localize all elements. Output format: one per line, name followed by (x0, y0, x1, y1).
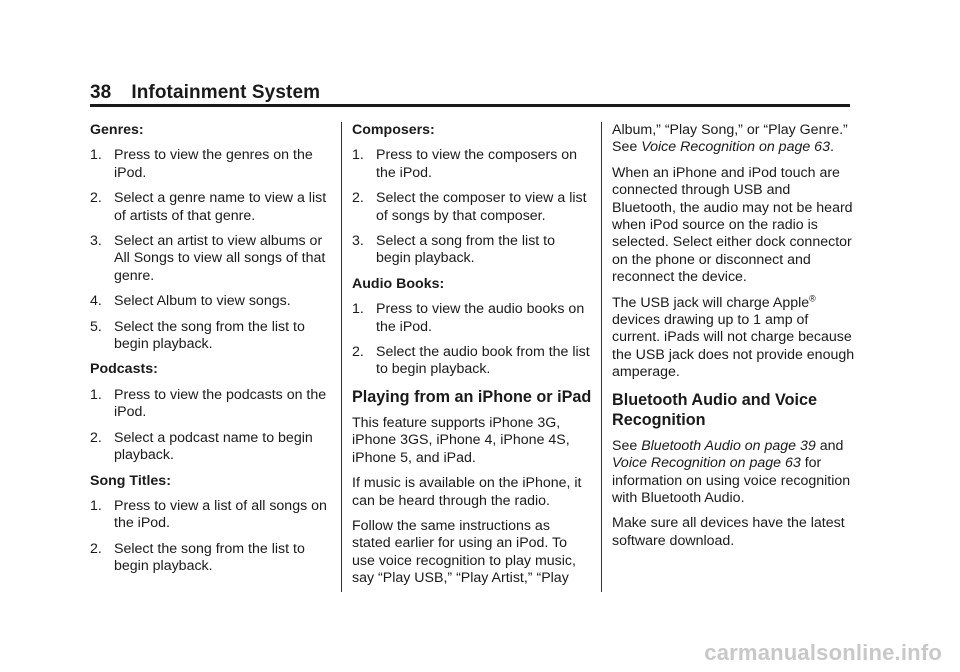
podcasts-heading: Podcasts: (90, 361, 158, 378)
list-item (90, 147, 330, 182)
song-titles-list (90, 498, 330, 576)
list-text: Press to view the composers on the iPod. (376, 147, 578, 181)
paragraph: Make sure all devices have the latest software download. (612, 515, 845, 549)
podcasts-list (90, 387, 330, 465)
list-item (90, 293, 330, 310)
page-number: 38 (90, 82, 112, 103)
header-text (90, 82, 850, 104)
list-text: Select a song from the list to begin playback. (376, 233, 556, 267)
paragraph: When an iPhone and iPod touch are connected through USB and Bluetooth, the audio may not be heard when iPod source on the radio is selected. Select either dock connector on the phone or disconnect and reconnect the device. (612, 164, 853, 286)
list-number: 1. (90, 147, 102, 164)
paragraph (612, 292, 857, 382)
column-divider-1 (341, 122, 342, 592)
list-text: Select the audio book from the list to begin playback. (376, 344, 590, 378)
list-text: Select a podcast name to begin playback. (114, 429, 313, 464)
list-item (352, 301, 592, 336)
list-item (352, 190, 592, 225)
text-span: . (829, 139, 834, 156)
composers-list (352, 147, 592, 267)
paragraph: Follow the same instructions as stated earlier for using an iPod. To use voice recognition to play music, say “Play USB,” “Play Artist,” “Play (352, 517, 576, 587)
list-number: 2. (352, 344, 364, 361)
list-number: 2. (352, 190, 364, 207)
list-item (90, 190, 330, 225)
text-span: for information on using voice recognition with Bluetooth Audio. (612, 455, 851, 506)
composers-heading: Composers: (352, 122, 435, 138)
list-text: Press to view a list of all songs on the iPod. (114, 497, 327, 532)
list-item (352, 147, 592, 182)
genres-list (90, 147, 330, 353)
list-text: Select a genre name to view a list of artists of that genre. (114, 190, 327, 224)
paragraph: If music is available on the iPhone, it can be heard through the radio. (352, 475, 582, 509)
paragraph (612, 438, 857, 508)
watermark: carmanualsonline.info (704, 640, 942, 665)
text-span: See (612, 437, 642, 454)
list-number: 5. (90, 318, 102, 335)
list-text: Select Album to view songs. (114, 293, 291, 310)
column-3 (612, 122, 857, 558)
list-text: Select an artist to view albums or All Songs to view all songs of that genre. (114, 233, 326, 284)
list-item (90, 233, 330, 285)
header-rule (90, 104, 850, 107)
list-text: Select the song from the list to begin playback. (114, 318, 305, 353)
list-text: Select the song from the list to begin playback. (114, 540, 305, 575)
list-number: 3. (352, 233, 364, 250)
list-number: 1. (90, 497, 102, 514)
song-titles-heading: Song Titles: (90, 472, 171, 489)
list-number: 2. (90, 429, 102, 446)
column-divider-2 (601, 122, 602, 592)
section-title-iphone: Playing from an iPhone or iPad (352, 387, 592, 406)
list-item (352, 344, 592, 379)
list-item (90, 319, 330, 354)
list-number: 2. (90, 190, 102, 207)
list-item (90, 541, 330, 576)
paragraph: This feature supports iPhone 3G, iPhone 3GS, iPhone 4, iPhone 4S, iPhone 5, and iPad. (352, 414, 570, 466)
cross-reference-link[interactable]: Bluetooth Audio on page 39 (641, 437, 816, 454)
section-title-bluetooth: Bluetooth Audio and Voice Recognition (612, 390, 818, 429)
audio-books-heading: Audio Books: (352, 275, 445, 292)
list-number: 1. (90, 386, 102, 403)
genres-heading: Genres: (90, 122, 144, 138)
audio-books-list (352, 301, 592, 379)
column-2 (352, 122, 592, 596)
list-number: 1. (352, 147, 364, 164)
list-text: Select the composer to view a list of songs by that composer. (376, 190, 587, 224)
list-item (352, 233, 592, 268)
paragraph (612, 122, 857, 157)
text-span: and (815, 437, 844, 454)
text-span: Album,” “Play Song,” or “Play Genre.” See (612, 122, 848, 156)
list-number: 2. (90, 540, 102, 557)
column-1 (90, 122, 330, 584)
list-number: 4. (90, 293, 102, 310)
text-span: devices drawing up to 1 amp of current. iPads will not charge because the USB jack does not provide enough amperage. (612, 312, 855, 381)
page-header (90, 82, 850, 104)
list-item (90, 498, 330, 533)
list-text: Press to view the audio books on the iPod. (376, 301, 585, 335)
list-text: Press to view the genres on the iPod. (114, 147, 313, 181)
page-title: Infotainment System (131, 82, 321, 103)
list-text: Press to view the podcasts on the iPod. (114, 386, 327, 421)
registered-mark: ® (809, 292, 816, 303)
list-number: 3. (90, 233, 102, 250)
cross-reference-link[interactable]: Voice Recognition on page 63 (641, 139, 830, 156)
list-item (90, 430, 330, 465)
list-item (90, 387, 330, 422)
cross-reference-link[interactable]: Voice Recognition on page 63 (612, 455, 801, 472)
list-number: 1. (352, 301, 364, 318)
text-span: The USB jack will charge Apple (612, 294, 810, 311)
